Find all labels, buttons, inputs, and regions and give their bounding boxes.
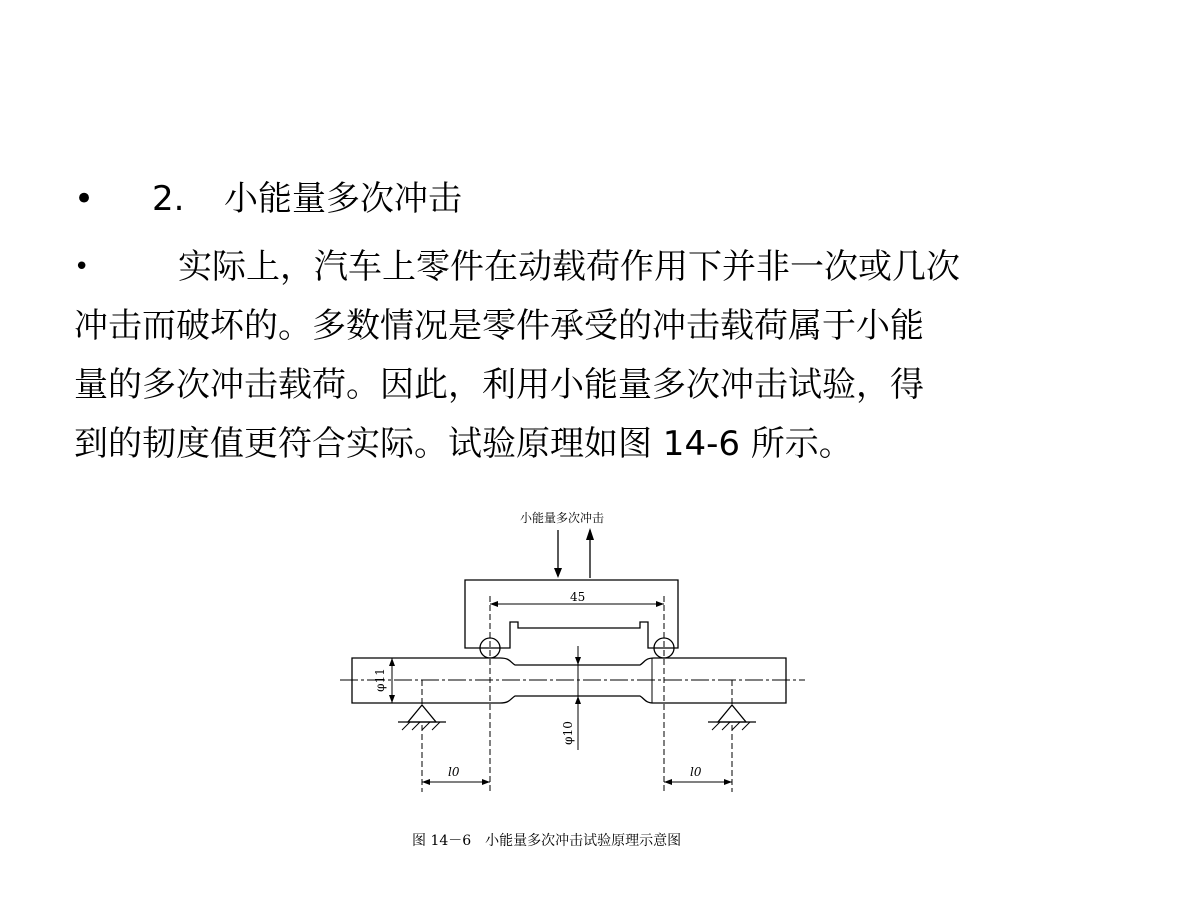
support-right	[718, 705, 746, 722]
dim-d11-label: φ11	[372, 668, 387, 692]
arrowhead-down	[554, 568, 562, 578]
specimen-diagram	[330, 500, 820, 802]
paragraph-bullet: •	[74, 252, 90, 282]
test-principle-figure	[330, 500, 820, 802]
figure-caption: 图 14－6 小能量多次冲击试验原理示意图	[412, 833, 682, 849]
dim-45-label: 45	[570, 590, 586, 604]
paragraph-line-text: 实际上，汽车上零件在动载荷作用下并非一次或几次	[178, 247, 960, 287]
body-paragraph	[74, 238, 1134, 474]
paragraph-line: 到的韧度值更符合实际。试验原理如图 14-6 所示。	[74, 424, 853, 464]
paragraph-line: 量的多次冲击载荷。因此，利用小能量多次冲击试验，得	[74, 365, 924, 405]
heading-bullet: •	[74, 179, 95, 219]
paragraph-line	[74, 238, 1134, 297]
heading-number: 2.	[152, 179, 185, 219]
paragraph-line: 冲击而破坏的。多数情况是零件承受的冲击载荷属于小能	[74, 306, 924, 346]
specimen-bar	[352, 658, 786, 703]
support-left	[408, 705, 436, 722]
dim-l0-right-label: l0	[690, 765, 702, 779]
dim-l0-left-label: l0	[448, 765, 460, 779]
figure-top-label: 小能量多次冲击	[520, 511, 605, 525]
heading-title: 小能量多次冲击	[224, 179, 462, 219]
dim-d10-label: φ10	[560, 721, 575, 745]
arrowhead-up	[586, 528, 594, 540]
